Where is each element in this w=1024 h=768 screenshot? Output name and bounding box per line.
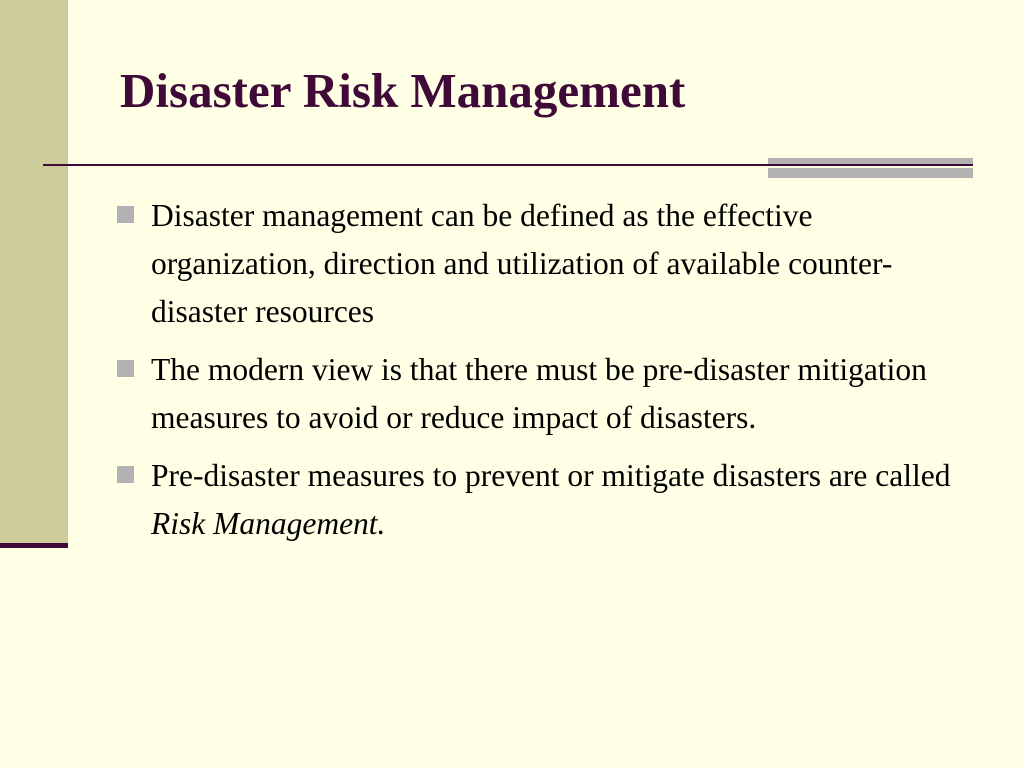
square-bullet-icon — [117, 206, 134, 223]
accent-bar-bottom — [768, 168, 973, 178]
square-bullet-icon — [117, 360, 134, 377]
bullet-text: Disaster management can be defined as the effective organization, direction and utilization of available counter-disaster resources — [151, 198, 893, 329]
bullet-item — [115, 452, 975, 548]
accent-bar-top — [768, 158, 973, 164]
bullet-text: Pre-disaster measures to prevent or mitigate disasters are called — [151, 458, 951, 493]
bullet-text: The modern view is that there must be pre-disaster mitigation measures to avoid or reduce impact of disasters. — [151, 352, 927, 435]
side-band — [0, 0, 68, 544]
square-bullet-icon — [117, 466, 134, 483]
slide-title: Disaster Risk Management — [120, 63, 686, 118]
bullet-item — [115, 346, 975, 442]
bullet-item — [115, 192, 975, 336]
bullet-emphasis: Risk Management. — [151, 506, 386, 541]
title-divider — [43, 164, 973, 166]
side-band-rule — [0, 543, 68, 548]
bullet-list — [115, 192, 975, 558]
